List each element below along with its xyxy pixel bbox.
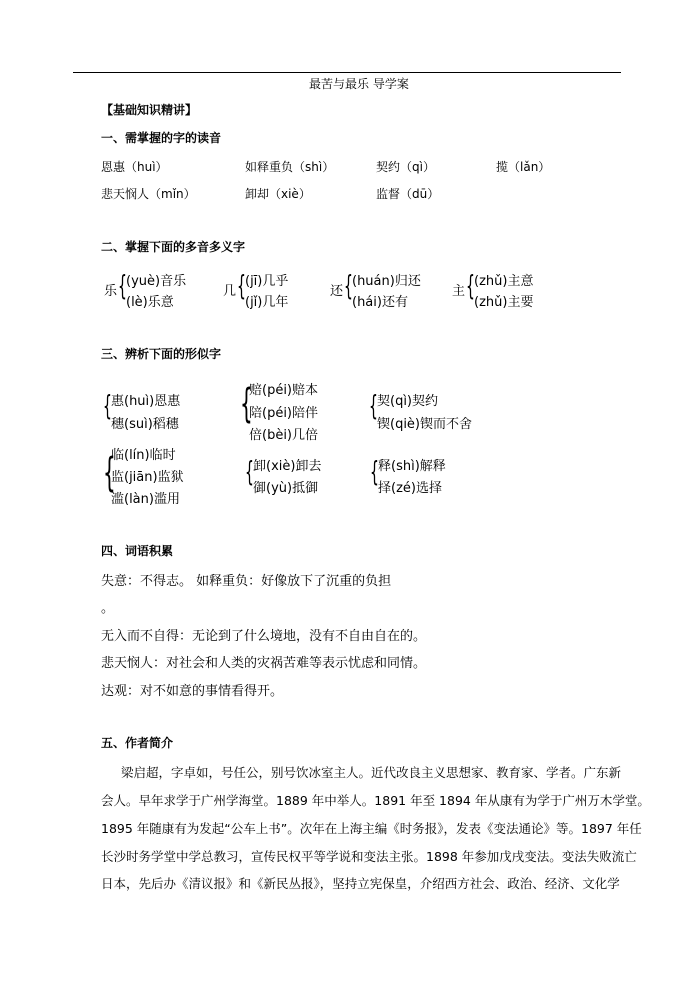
brace-icon: { [466, 269, 475, 302]
similar-item: 赔(péi)赔本 [249, 383, 319, 398]
polyphone-char: 几 [223, 284, 237, 299]
bio-line: 1895 年随康有为发起“公车上书”。次年在上海主编《时务报》，发表《变法通论》等。1897 年任 [101, 821, 642, 836]
vocab-line: 达观：对不如意的事情看得开。 [101, 684, 284, 699]
brace-icon: { [370, 455, 379, 488]
brace-icon: { [118, 269, 127, 302]
section-1-heading: 一、需掌握的字的读音 [101, 131, 222, 145]
similar-item: 契(qì)契约 [377, 394, 439, 409]
brace-icon: { [103, 450, 116, 496]
similar-item: 择(zé)选择 [378, 481, 442, 496]
section-2-heading: 二、掌握下面的多音多义字 [101, 240, 246, 254]
similar-item: 陪(péi)陪伴 [249, 406, 319, 421]
similar-item: 滥(làn)滥用 [111, 492, 180, 507]
vocab-line: 无入而不自得：无论到了什么境地，没有不自由自在的。 [101, 629, 427, 644]
polyphone-reading: (zhǔ)主要 [474, 295, 534, 310]
brace-icon: { [369, 389, 378, 422]
similar-item: 临(lín)临时 [111, 448, 176, 463]
vocab-line: 。 [101, 601, 115, 616]
polyphone-reading: (hái)还有 [352, 295, 408, 310]
polyphone-reading: (huán)归还 [352, 274, 421, 289]
page-title: 最苦与最乐 导学案 [309, 77, 409, 91]
similar-item: 惠(huì)恩惠 [111, 394, 181, 409]
pron-item: 如释重负（shì） [245, 160, 335, 174]
brace-icon: { [237, 269, 246, 302]
polyphone-char: 乐 [104, 284, 118, 299]
brace-icon: { [240, 381, 253, 427]
section-4-heading: 四、词语积累 [101, 544, 174, 558]
header-rule [73, 72, 621, 73]
polyphone-reading: (yuè)音乐 [126, 274, 187, 289]
bio-line: 会人。早年求学于广州学海堂。1889 年中举人。1891 年至 1894 年从康有为学于广州万木学堂。 [101, 793, 650, 808]
polyphone-reading: (zhǔ)主意 [474, 274, 534, 289]
similar-item: 释(shì)解释 [378, 459, 446, 474]
polyphone-reading: (jǐ)几年 [245, 295, 289, 310]
bio-line: 梁启超，字卓如，号任公，别号饮冰室主人。近代改良主义思想家、教育家、学者。广东新 [121, 765, 622, 780]
pron-item: 恩惠（huì） [101, 160, 168, 174]
vocab-line: 失意：不得志。 如释重负：好像放下了沉重的负担 [101, 574, 392, 589]
similar-item: 倍(bèi)几倍 [249, 428, 319, 443]
section-basic-heading: 【基础知识精讲】 [101, 103, 198, 117]
polyphone-char: 主 [452, 284, 466, 299]
polyphone-reading: (jī)几乎 [245, 274, 289, 289]
pron-item: 揽（lǎn） [496, 160, 551, 174]
similar-item: 御(yù)抵御 [253, 481, 319, 496]
brace-icon: { [245, 455, 254, 488]
brace-icon: { [103, 389, 112, 422]
bio-line: 长沙时务学堂中学总教习，宣传民权平等学说和变法主张。1898 年参加戊戌变法。变法失败流亡 [101, 849, 637, 864]
section-3-heading: 三、辨析下面的形似字 [101, 347, 222, 361]
pron-item: 悲天悯人（mǐn） [101, 187, 196, 201]
section-5-heading: 五、作者简介 [101, 736, 174, 750]
bio-line: 日本，先后办《清议报》和《新民丛报》，坚持立宪保皇，介绍西方社会、政治、经济、文化学 [101, 876, 620, 891]
similar-item: 卸(xiè)卸去 [253, 459, 322, 474]
vocab-line: 悲天悯人：对社会和人类的灾祸苦难等表示忧虑和同情。 [101, 656, 427, 671]
similar-item: 监(jiān)监狱 [111, 470, 184, 485]
polyphone-reading: (lè)乐意 [126, 295, 174, 310]
pron-item: 契约（qì） [376, 160, 435, 174]
polyphone-char: 还 [330, 284, 344, 299]
pron-item: 监督（dū） [376, 187, 440, 201]
similar-item: 锲(qiè)锲而不舍 [377, 417, 473, 432]
brace-icon: { [344, 269, 353, 302]
pron-item: 卸却（xiè） [245, 187, 311, 201]
similar-item: 穗(suì)稻穗 [111, 417, 179, 432]
